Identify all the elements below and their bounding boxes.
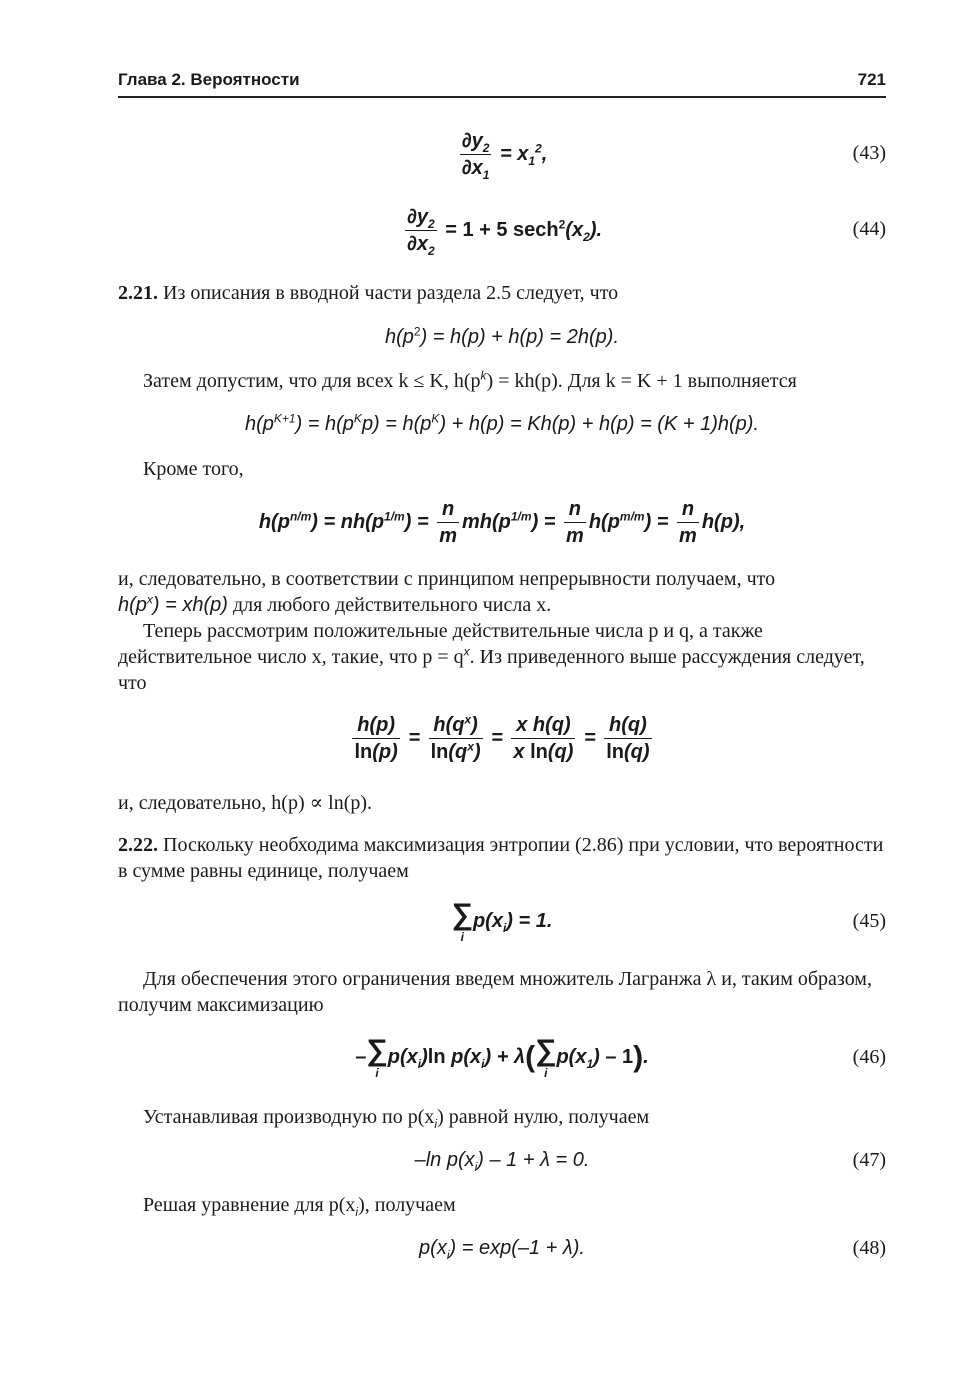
chapter-title: Глава 2. Вероятности (118, 70, 300, 89)
equation-hp2: $h(p^2) = h(p) + h(p) = 2h(p)$. (384, 324, 619, 348)
equation-45: ∑ i $p(x_i) = 1$. (45) (451, 898, 886, 944)
section-label: 2.22. (118, 834, 158, 856)
equation-number: (46) (852, 1046, 886, 1068)
paragraph-derivative: Устанавливая производную по $p(x_i)$ равной нулю, получаем (143, 1106, 650, 1131)
paragraph-solve: Решая уравнение для $p(x_i)$, получаем (143, 1194, 456, 1219)
section-2-22-intro (118, 832, 886, 884)
equation-number: (43) (852, 142, 886, 164)
paragraph-conclusion: и, следовательно, h(p) ∝ ln(p). (118, 792, 373, 814)
equation-number: (47) (852, 1149, 886, 1171)
equation-47: –ln $p(x_i) - 1 + \lambda = 0$. (47) (414, 1149, 886, 1174)
equation-log-ratio: $\frac{h(p)}{\ln(p)}$ = $\frac{h(q^x)}{\ln(q^x)}$ = $\frac{\text{x h(q)}}{\text{x ln(q)}}$ = $\frac{h(q)}{\ln(q)}$ (354, 712, 650, 763)
equation-number: (48) (852, 1237, 886, 1259)
paragraph-induction: Затем допустим, что для всех k ≤ K, $h(p^k) = kh(p)$. Для k = K + 1 выполняется (143, 368, 797, 392)
equation-rational-power: $h(p^{n/m}) = nh(p^{1/m})$ = $\frac{n}{m}$ $mh(p^{1/m})$ = $\frac{n}{m}$ $h(p^{m/m})$ = $\frac{n}{m}$ h(p), (258, 498, 746, 547)
equation-induction: $h(p^{K+1}) = h(p^Kp) = h(p^K) + h(p) = Kh(p) + h(p) = (K + 1)h(p)$. (244, 411, 760, 435)
paragraph-lagrange: Для обеспечения этого ограничения введем множитель Лагранжа λ и, таким образом, получим максимизацию (118, 968, 872, 1016)
page-number: 721 (857, 70, 886, 89)
equation-48: $p(x_i) = \exp(-1 + \lambda)$. (48) (419, 1237, 886, 1262)
equation-number: (45) (852, 910, 886, 932)
paragraph-moreover: Кроме того, (143, 458, 244, 480)
equation-46: – ∑ i $p(x_i)\ln$ $p(x_i) + \lambda$( ∑ i $p(x_1) - 1$). (46) (355, 1034, 886, 1080)
equation-43: $\frac{\partial y_2}{\partial x_1}$ = $x_1^2$, (43) (461, 130, 886, 182)
paragraph: Из описания в вводной части раздела 2.5 следует, что (163, 282, 619, 304)
equation-44: $\frac{\partial y_2}{\partial x_2}$ = 1 + 5 $\sec h^2(x_2)$. (44) (406, 206, 886, 258)
equation-number: (44) (852, 218, 886, 240)
section-label: 2.21. (118, 282, 158, 304)
paragraph: Поскольку необходима максимизация энтропии (2.86) при условии, что вероятности в сумме равны единице, получаем (118, 834, 884, 882)
paragraph-positive-reals: Теперь рассмотрим положительные действительные числа p и q, а также действительное число x, такие, что $p = q^x$. Из приведенного выше рассуждения следует, что (118, 620, 865, 694)
section-2-21-intro (118, 280, 886, 306)
paragraph-continuity: и, следовательно, в соответствии с принципом непрерывности получаем, что $h(p^x) = xh(p)$ для любого действительного числа x. (118, 568, 776, 616)
running-header (118, 66, 886, 98)
